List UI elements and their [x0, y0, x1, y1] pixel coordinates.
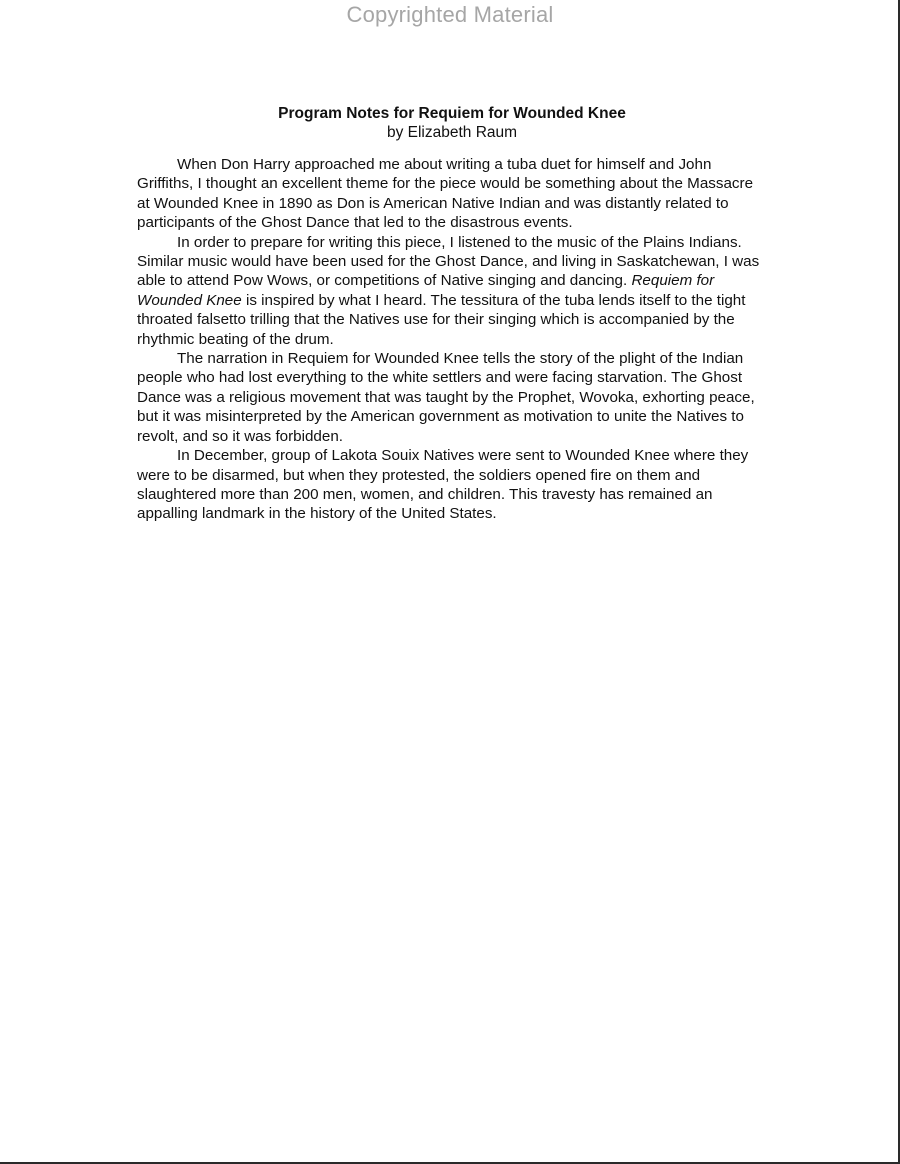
- body-paragraph: [137, 349, 767, 446]
- body-paragraph: [137, 446, 767, 524]
- body-paragraph: [137, 155, 767, 233]
- paragraph-text: The narration in Requiem for Wounded Knee tells the story of the plight of the Indian people who had lost everything to the white settlers and were facing starvation. The Ghost Dance was a religious movement that was taught by the Prophet, Wovoka, exhorting peace, but it was misinterpreted by the American government as motivation to unite the Natives to revolt, and so it was forbidden.: [137, 350, 755, 445]
- body-text: [137, 155, 767, 524]
- program-notes: [137, 104, 767, 524]
- paragraph-text: is inspired by what I heard. The tessitura of the tuba lends itself to the tight throated falsetto trilling that the Natives use for their singing which is accompanied by the rhythmic beating of the drum.: [137, 291, 746, 348]
- author-byline: by Elizabeth Raum: [386, 124, 518, 141]
- paragraph-text: In order to prepare for writing this piece, I listened to the music of the Plains Indians. Similar music would have been used for the Ghost Dance, and living in Saskatchewan, I was able to attend Pow Wows, or competitions of Native singing and dancing.: [137, 233, 760, 290]
- paragraph-text: When Don Harry approached me about writing a tuba duet for himself and John Griffiths, I thought an excellent theme for the piece would be something about the Massacre at Wounded Knee in 1890 as Don is American Native Indian and was distantly related to participants of the Ghost Dance that led to the disastrous events.: [137, 156, 754, 232]
- paragraph-text: In December, group of Lakota Souix Natives were sent to Wounded Knee where they were to be disarmed, but when they protested, the soldiers opened fire on them and slaughtered more than 200 men, women, and children. This travesty has remained an appalling landmark in the history of the United States.: [137, 447, 749, 523]
- italic-title-reference: Requiem for Wounded Knee: [137, 272, 715, 309]
- copyright-watermark: Copyrighted Material: [346, 2, 554, 27]
- body-paragraph: [137, 233, 767, 349]
- page-title: Program Notes for Requiem for Wounded Knee: [278, 105, 626, 122]
